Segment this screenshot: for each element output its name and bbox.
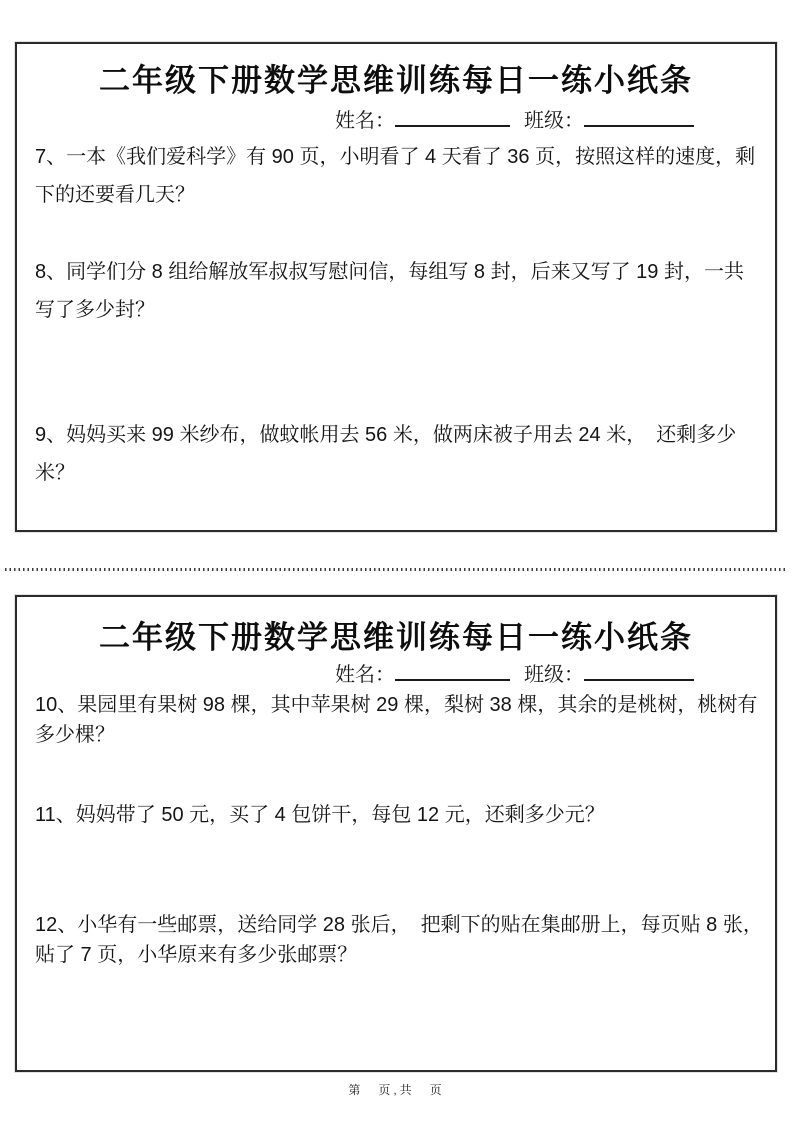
name-label: 姓名： [335,664,395,686]
name-label: 姓名： [335,110,395,132]
class-blank-line [584,106,694,127]
page-footer: 第 页,共 页 [348,1083,445,1097]
problem-10: 10、果园里有果树 98 棵，其中苹果树 29 棵，梨树 38 棵，其余的是桃树，桃树有多少棵？ [35,694,758,746]
name-class-row [335,658,694,687]
perforation-divider [5,568,788,571]
worksheet-title: 二年级下册数学思维训练每日一练小纸条 [99,620,693,655]
worksheet-title: 二年级下册数学思维训练每日一练小纸条 [99,63,693,98]
problem-8: 8、同学们分 8 组给解放军叔叔写慰问信，每组写 8 封，后来又写了 19 封，一共写了多少封？ [35,261,744,321]
problem-7: 7、一本《我们爱科学》有 90 页，小明看了 4 天看了 36 页，按照这样的速度，剩下的还要看几天？ [35,146,756,206]
name-blank-line [395,106,510,127]
worksheet-card-2 [15,595,777,1072]
problem-11: 11、妈妈带了 50 元，买了 4 包饼干，每包 12 元，还剩多少元？ [35,804,605,826]
class-label: 班级： [524,664,584,686]
class-label: 班级： [524,110,584,132]
class-blank-line [584,660,694,681]
worksheet-card-1 [15,42,777,532]
problem-12: 12、小华有一些邮票，送给同学 28 张后， 把剩下的贴在集邮册上，每页贴 8 张，贴了 7 页，小华原来有多少张邮票？ [35,914,763,966]
name-class-row [335,104,694,133]
problem-9: 9、妈妈买来 99 米纱布，做蚊帐用去 56 米，做两床被子用去 24 米， 还剩多少米？ [35,424,737,484]
name-blank-line [395,660,510,681]
